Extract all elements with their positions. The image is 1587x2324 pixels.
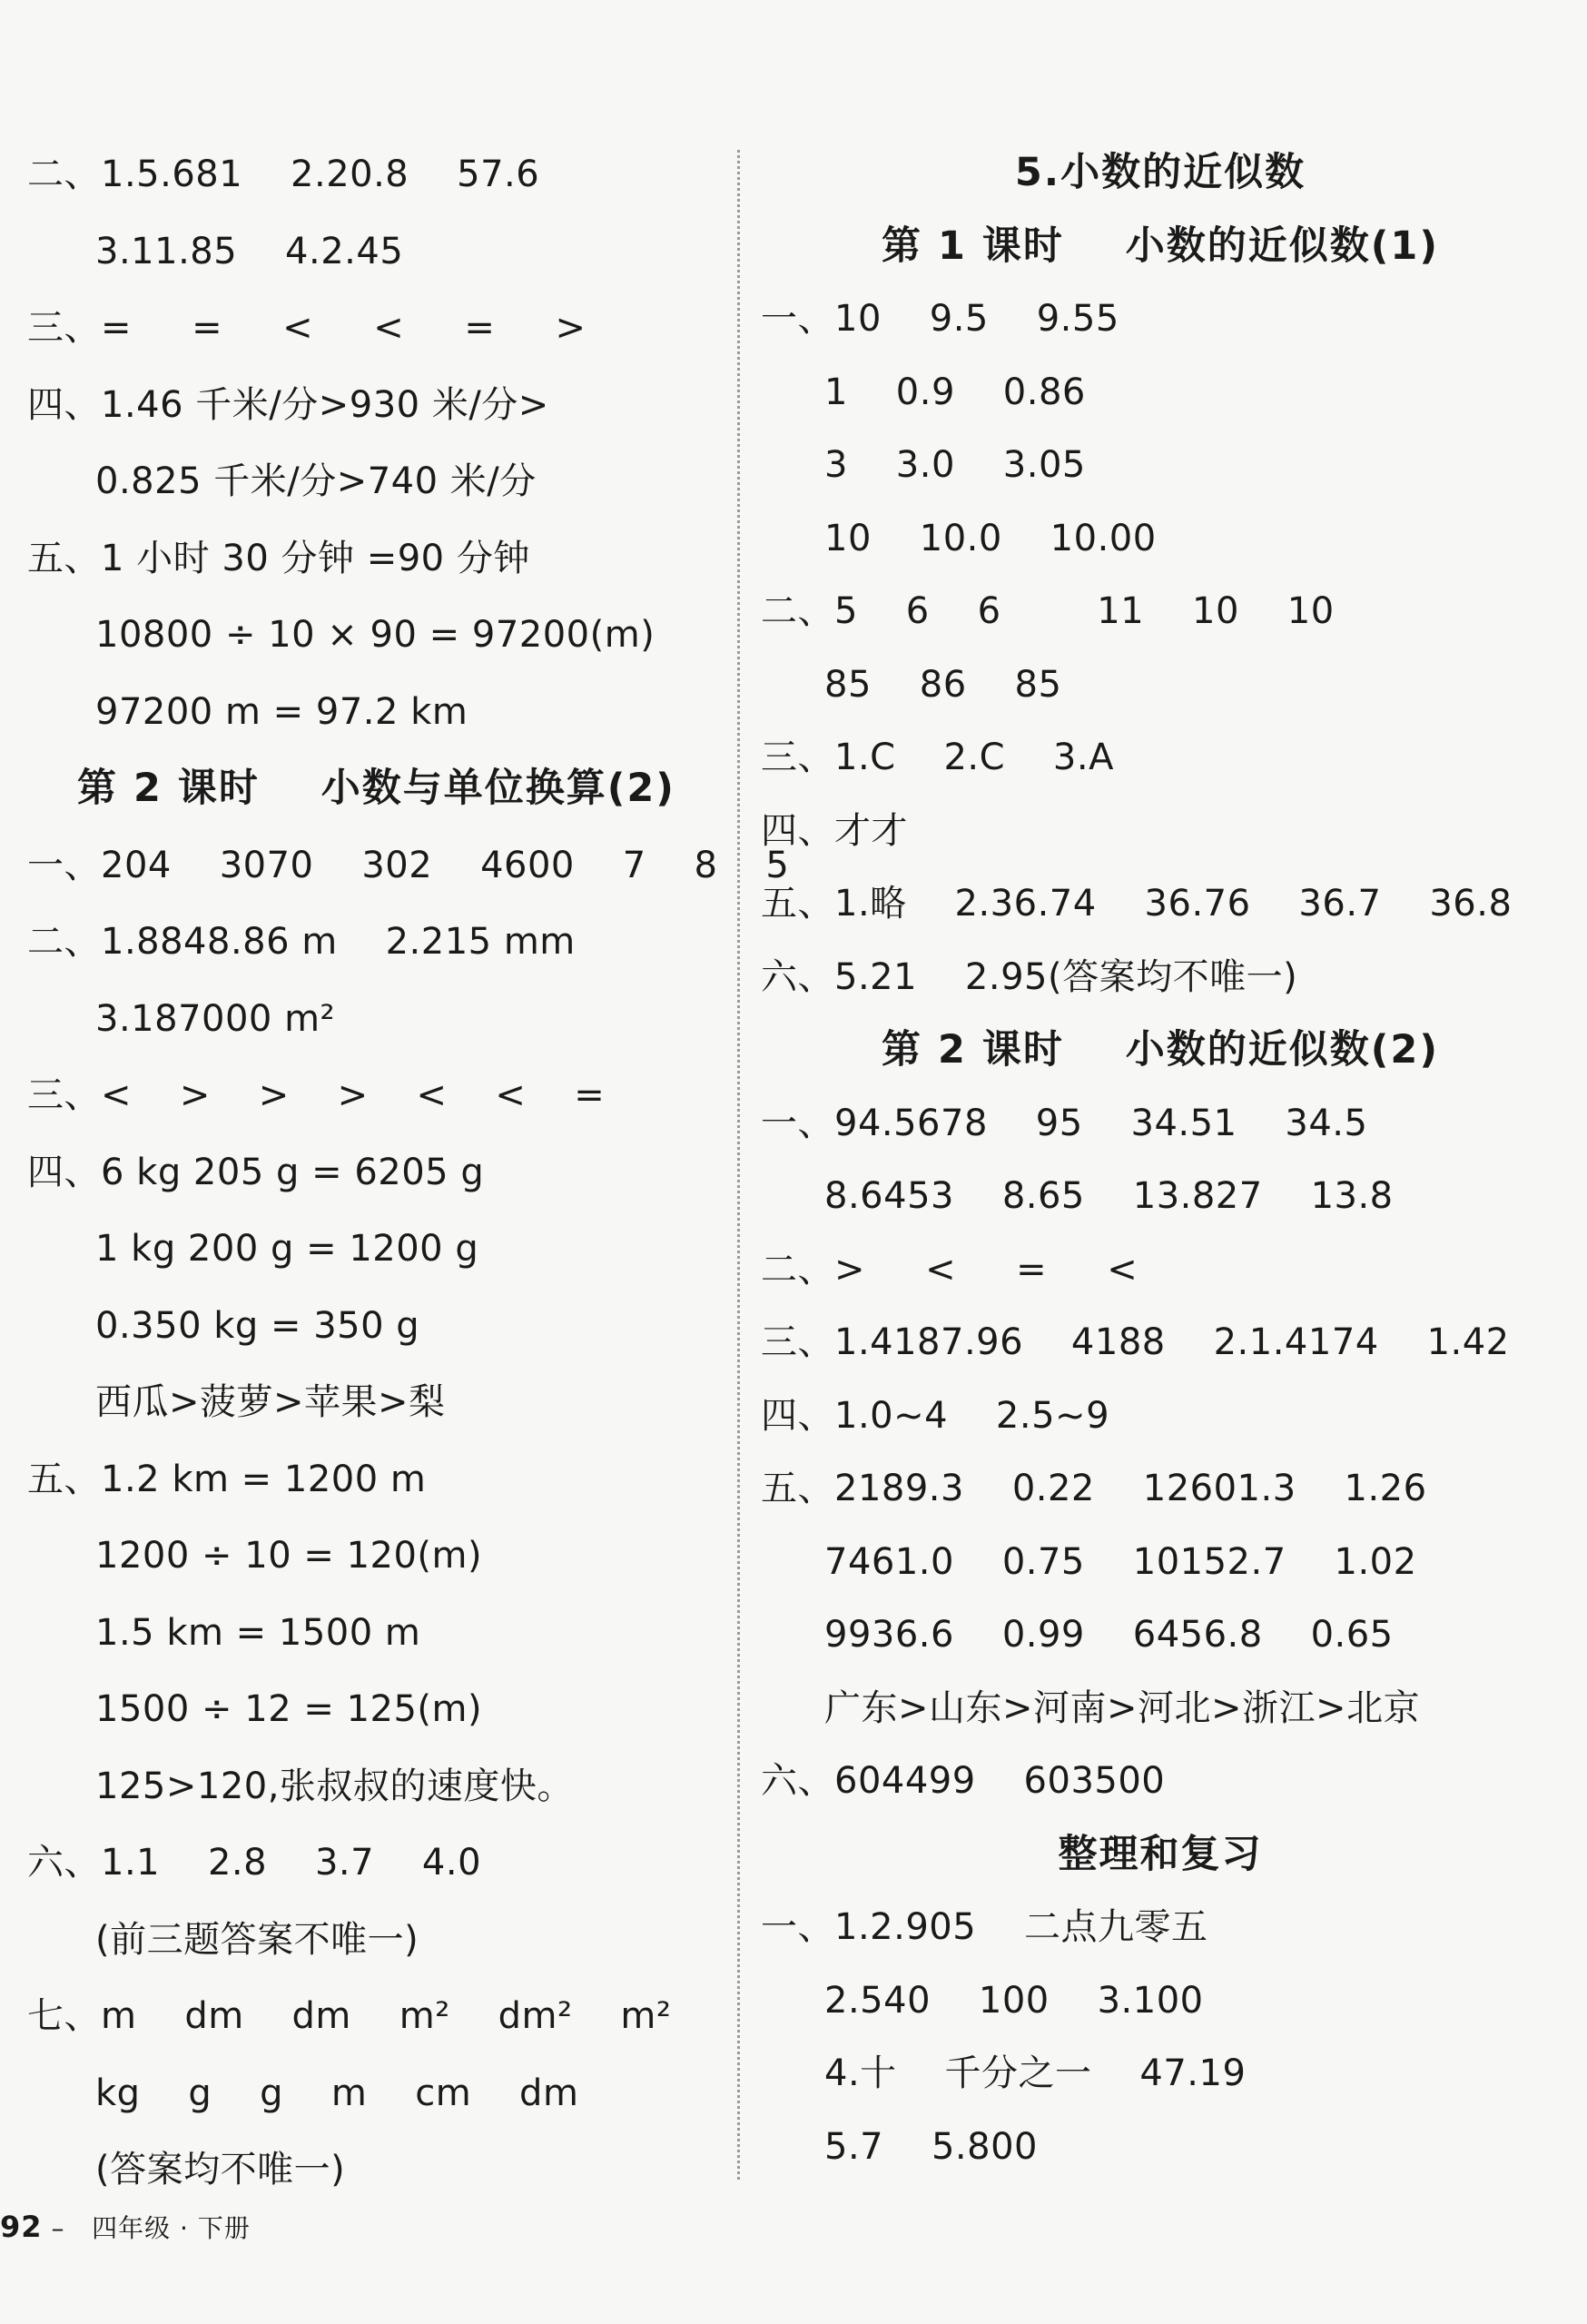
answer-line: 六、1.1 2.8 3.7 4.0 — [27, 1842, 482, 1884]
answer-line: 五、2189.3 0.22 12601.3 1.26 — [761, 1468, 1427, 1509]
answer-line: 1200 ÷ 10 = 120(m) — [95, 1535, 483, 1577]
answer-line: 一、204 3070 302 4600 7 8 5 — [27, 844, 790, 886]
answer-line: 一、94.5678 95 34.51 34.5 — [761, 1102, 1368, 1144]
left-column — [27, 136, 790, 2209]
answer-line: 9936.6 0.99 6456.8 0.65 — [824, 1614, 1394, 1656]
answer-line: 85 86 85 — [824, 663, 1062, 706]
answer-line: 三、= = < < = > — [27, 307, 586, 349]
answer-line: 三、1.4187.96 4188 2.1.4174 1.42 — [761, 1321, 1510, 1363]
section-heading: 整理和复习 — [1058, 1831, 1263, 1877]
section-heading: 第 2 课时 小数与单位换算(2) — [77, 766, 675, 811]
column-divider — [737, 150, 740, 2180]
section-heading: 5.小数的近似数 — [1014, 150, 1306, 195]
answer-line: 3.187000 m² — [95, 997, 336, 1040]
answer-line: 10800 ÷ 10 × 90 = 97200(m) — [95, 614, 656, 656]
answer-line: 四、1.46 千米/分>930 米/分> — [27, 383, 549, 426]
answer-line: 西瓜>菠萝>苹果>梨 — [95, 1381, 446, 1423]
answer-line: 1 kg 200 g = 1200 g — [95, 1228, 479, 1270]
answer-line: 10 10.0 10.00 — [824, 517, 1157, 559]
answer-line: 1 0.9 0.86 — [824, 371, 1086, 413]
answer-line: (前三题答案不唯一) — [95, 1918, 419, 1961]
answer-line: 1.5 km = 1500 m — [95, 1611, 421, 1654]
answer-line: 七、m dm dm m² dm² m² — [27, 1995, 672, 2037]
footer-dash: – — [51, 2213, 65, 2243]
answer-line: 3 3.0 3.05 — [824, 444, 1086, 486]
right-column — [761, 136, 1560, 2183]
answer-line: 125>120,张叔叔的速度快。 — [95, 1765, 574, 1807]
answer-line: 0.350 kg = 350 g — [95, 1304, 420, 1347]
answer-line: 二、5 6 6 11 10 10 — [761, 590, 1335, 632]
answer-line: 四、才才 — [761, 809, 908, 852]
answer-line: 三、1.C 2.C 3.A — [761, 737, 1114, 778]
answer-line: 97200 m = 97.2 km — [95, 690, 468, 733]
answer-line: 四、1.0~4 2.5~9 — [761, 1394, 1110, 1437]
answer-line: 7461.0 0.75 10152.7 1.02 — [824, 1540, 1417, 1583]
answer-line: 二、> < = < — [761, 1248, 1138, 1291]
answer-line: 广东>山东>河南>河北>浙江>北京 — [824, 1686, 1421, 1729]
section-heading: 第 1 课时 小数的近似数(1) — [882, 223, 1439, 269]
answer-line: 四、6 kg 205 g = 6205 g — [27, 1151, 485, 1193]
answer-line: kg g g m cm dm — [95, 2072, 579, 2114]
answer-line: 六、5.21 2.95(答案均不唯一) — [761, 955, 1298, 998]
page-number: 92 — [0, 2210, 43, 2244]
answer-line: 六、604499 603500 — [761, 1760, 1166, 1802]
answer-line: 五、1.略 2.36.74 36.76 36.7 36.8 — [761, 883, 1513, 925]
answer-line: 二、1.5.681 2.20.8 57.6 — [27, 153, 540, 195]
answer-line: 1500 ÷ 12 = 125(m) — [95, 1688, 483, 1730]
answer-line: 五、1.2 km = 1200 m — [27, 1458, 427, 1500]
answer-line: 4.十 千分之一 47.19 — [824, 2052, 1247, 2094]
section-heading: 第 2 课时 小数的近似数(2) — [882, 1027, 1439, 1073]
answer-line: 一、1.2.905 二点九零五 — [761, 1906, 1208, 1948]
answer-line: 五、1 小时 30 分钟 =90 分钟 — [27, 537, 530, 579]
answer-line: 三、< > > > < < = — [27, 1074, 606, 1116]
answer-line: 0.825 千米/分>740 米/分 — [95, 460, 537, 502]
answer-line: 5.7 5.800 — [824, 2125, 1038, 2168]
grade-label: 四年级 · 下册 — [92, 2213, 251, 2243]
answer-line: 一、10 9.5 9.55 — [761, 298, 1119, 340]
answer-line: 8.6453 8.65 13.827 13.8 — [824, 1175, 1394, 1217]
answer-line: 2.540 100 3.100 — [824, 1979, 1204, 2022]
answer-line: (答案均不唯一) — [95, 2149, 346, 2190]
answer-line: 3.11.85 4.2.45 — [95, 230, 404, 272]
page-footer — [0, 2209, 251, 2245]
answer-line: 二、1.8848.86 m 2.215 mm — [27, 921, 576, 963]
